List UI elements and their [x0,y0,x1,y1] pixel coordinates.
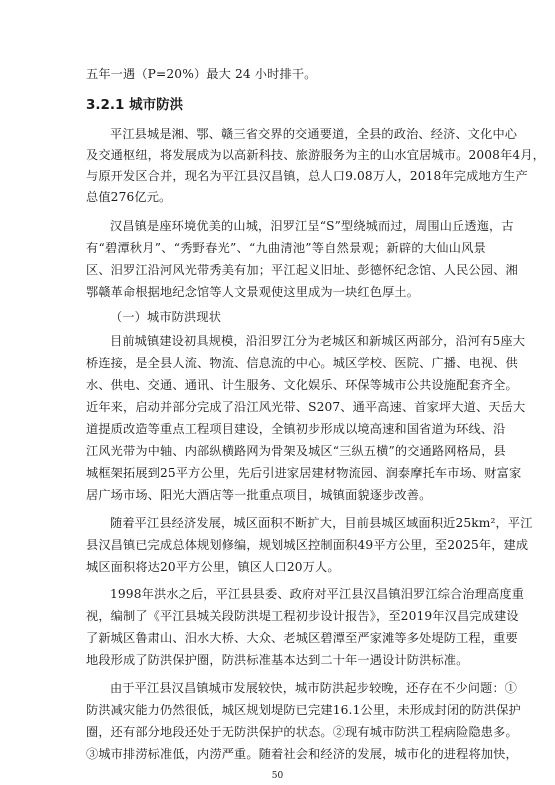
page-number: 50 [271,771,284,781]
text-line: 与原开发区合并，现名为平江县汉昌镇，总人口9.08万人，2018年完成地方生产 [86,169,528,183]
text-line: 防洪减灾能力仍然很低，城区规划堤防已完建16.1公里，未形成封闭的防洪保护 [86,703,521,717]
text-line: 五年一遇（P=20%）最大 24 小时排干。 [86,67,317,81]
text-line: 地段形成了防洪保护圈，防洪标准基本达到二十年一遇设计防洪标准。 [86,653,469,667]
text-line: 县汉昌镇已完成总体规划修编，规划城区控制面积49平方公里，至2025年，建成 [86,538,529,552]
text-line: 水、供电、交通、通讯、计生服务、文化娱乐、环保等城市公共设施配套齐全。 [86,378,518,392]
text-line: 随着平江县经济发展，城区面积不断扩大，目前县城区域面积近25km²，平江 [110,516,533,530]
text-line: 了新城区鲁肃山、汨水大桥、大众、老城区碧潭至严家滩等多处堤防工程，重要 [86,631,518,645]
text-line: 江风光带为中轴、内部纵横路网为骨架及城区“三纵五横”的交通路网格局，县 [86,444,506,458]
section-heading: 3.2.1 城市防洪 [86,97,184,113]
text-line: ③城市排涝标准低，内涝严重。随着社会和经济的发展，城市化的进程将加快， [86,747,518,761]
text-line: 道提质改造等重点工程项目建设，全镇初步形成以境高速和国省道为环线、沿 [86,422,506,436]
subsection-heading: （一）城市防洪现状 [110,310,222,324]
text-line: 圈，还有部分地段还处于无防洪保护的状态。②现有城市防洪工程病险隐患多。 [86,725,518,739]
text-line: 鄂赣革命根据地纪念馆等人文景观使这里成为一块红色厚土。 [86,285,420,299]
text-line: 汉昌镇是座环境优美的山城，汨罗江呈“S”型绕城而过，周围山丘透迤，古 [110,219,514,233]
text-line: 由于平江县汉昌镇城市发展较快，城市防洪起步较晚，还存在不少问题：① [110,681,518,695]
text-line: 居广场市场、阳光大酒店等一批重点项目，城镇面貌逐步改善。 [86,488,432,502]
text-line: 总值276亿元。 [86,190,172,204]
text-line: 城框架拓展到25平方公里，先后引进家居建材物流园、润泰摩托车市场、财富家 [86,466,522,480]
text-line: 城区面积将达20平方公里，镇区人口20万人。 [86,560,340,574]
text-line: 视，编制了《平江县城关段防洪堤工程初步设计报告》，至2019年汉昌完成建设 [86,609,519,623]
text-line: 平江县城是湘、鄂、赣三省交界的交通要道，全县的政治、经济、文化中心 [110,127,518,141]
text-line: 有“碧潭秋月”、“秀野春光”、“九曲清池”等自然景观；新辟的大仙山风景 [86,241,486,255]
text-line: 近年来，启动并部分完成了沿江风光带、S207、通平高速、首家坪大道、天岳大 [86,400,526,414]
text-line: 目前城镇建设初具规模，沿汨罗江分为老城区和新城区两部分，沿河有5座大 [110,334,526,348]
text-line: 桥连接，是全县人流、物流、信息流的中心。城区学校、医院、广播、电视、供 [86,356,518,370]
text-line: 1998年洪水之后，平江县县委、政府对平江县汉昌镇汨罗江综合治理高度重 [110,587,525,601]
text-line: 区、汨罗江沿河风光带秀美有加；平江起义旧址、彭德怀纪念馆、人民公园、湘 [86,263,518,277]
text-line: 及交通枢纽，将发展成为以高新科技、旅游服务为主的山水宜居城市。2008年4月， [86,148,545,162]
